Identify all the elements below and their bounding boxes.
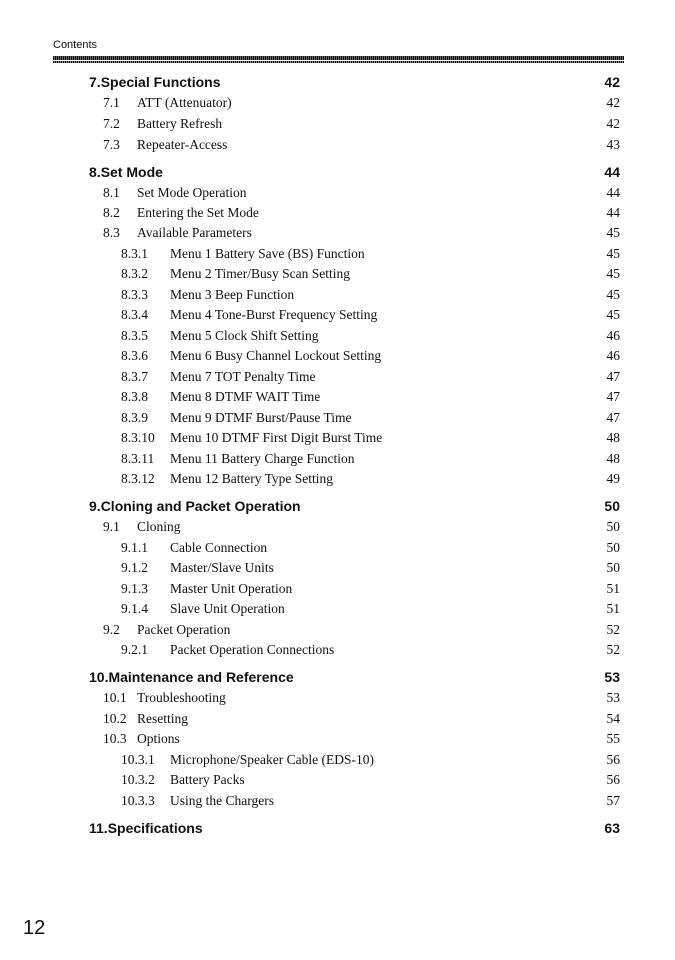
toc-page-number: 45 — [606, 225, 620, 240]
toc-item-number: 9.1 — [103, 519, 120, 534]
toc-section-title: Cloning and Packet Operation — [100, 498, 301, 514]
toc-subitem-title: Microphone/Speaker Cable (EDS-10) — [170, 752, 374, 767]
toc-subitem-title: Menu 1 Battery Save (BS) Function — [170, 246, 365, 261]
toc-subitem-number: 8.3.4 — [121, 307, 148, 322]
footer-page-number: 12 — [23, 917, 46, 939]
toc-page-number: 50 — [606, 540, 620, 555]
toc-item-9-2[interactable] — [103, 622, 620, 642]
toc-subitem-title: Battery Packs — [170, 772, 245, 787]
toc-subitem-number: 9.1.3 — [121, 581, 148, 596]
toc-page-number: 52 — [606, 622, 620, 637]
toc-item-title: Entering the Set Mode — [137, 205, 259, 220]
toc-subitem-number: 10.3.2 — [121, 772, 155, 787]
toc-page-number: 46 — [606, 348, 620, 363]
toc-section-9[interactable] — [89, 498, 620, 518]
toc-item-title: Resetting — [137, 711, 188, 726]
toc-subitem-10-3-1[interactable] — [121, 752, 620, 772]
header-rule-thick — [53, 56, 624, 60]
toc-page-number: 50 — [606, 560, 620, 575]
toc-page-number: 56 — [606, 772, 620, 787]
toc-subitem-title: Menu 8 DTMF WAIT Time — [170, 389, 321, 404]
toc-subitem-title: Master Unit Operation — [170, 581, 293, 596]
toc-item-number: 7.2 — [103, 116, 120, 131]
toc-item-number: 7.3 — [103, 137, 120, 152]
toc-item-10-1[interactable] — [103, 690, 620, 710]
toc-item-7-3[interactable] — [103, 137, 620, 157]
toc-item-title: ATT (Attenuator) — [137, 95, 232, 110]
toc-page-number: 50 — [604, 498, 620, 514]
toc-page-number: 48 — [606, 451, 620, 466]
toc-page-number: 44 — [606, 205, 620, 220]
toc-subitem-8-3-9[interactable] — [121, 410, 620, 430]
toc-subitem-title: Menu 7 TOT Penalty Time — [170, 369, 316, 384]
toc-page-number: 45 — [606, 246, 620, 261]
toc-page-number: 54 — [606, 711, 620, 726]
toc-subitem-8-3-2[interactable] — [121, 266, 620, 286]
toc-section-8[interactable] — [89, 164, 620, 184]
toc-page-number: 55 — [606, 731, 620, 746]
toc-section-number: 7. — [89, 74, 101, 90]
toc-subitem-title: Menu 6 Busy Channel Lockout Setting — [170, 348, 382, 363]
toc-item-10-2[interactable] — [103, 711, 620, 731]
toc-subitem-9-1-1[interactable] — [121, 540, 620, 560]
toc-page-number: 48 — [606, 430, 620, 445]
running-header: Contents — [53, 39, 98, 51]
toc-subitem-title: Menu 12 Battery Type Setting — [170, 471, 334, 486]
toc-subitem-title: Menu 2 Timer/Busy Scan Setting — [170, 266, 351, 281]
toc-page-number: 44 — [606, 185, 620, 200]
toc-page-number: 50 — [606, 519, 620, 534]
toc-item-title: Set Mode Operation — [137, 185, 247, 200]
toc-page-number: 53 — [604, 669, 620, 685]
toc-page-number: 45 — [606, 307, 620, 322]
toc-section-number: 10. — [89, 669, 109, 685]
toc-subitem-9-1-3[interactable] — [121, 581, 620, 601]
header-rule-thin — [53, 61, 624, 63]
toc-subitem-number: 8.3.7 — [121, 369, 148, 384]
toc-subitem-8-3-4[interactable] — [121, 307, 620, 327]
toc-subitem-number: 8.3.1 — [121, 246, 148, 261]
toc-page-number: 56 — [606, 752, 620, 767]
toc-page-number: 57 — [606, 793, 620, 808]
toc-page-number: 42 — [606, 116, 620, 131]
toc-subitem-number: 8.3.2 — [121, 266, 148, 281]
toc-item-8-3[interactable] — [103, 225, 620, 245]
toc-subitem-number: 8.3.8 — [121, 389, 148, 404]
toc-item-number: 9.2 — [103, 622, 120, 637]
toc-subitem-8-3-8[interactable] — [121, 389, 620, 409]
toc-subitem-number: 10.3.1 — [121, 752, 155, 767]
toc-item-number: 8.3 — [103, 225, 120, 240]
toc-section-title: Maintenance and Reference — [108, 669, 294, 685]
toc-subitem-number: 9.2.1 — [121, 642, 148, 657]
toc-subitem-10-3-3[interactable] — [121, 793, 620, 813]
toc-page-number: 42 — [606, 95, 620, 110]
toc-item-title: Cloning — [137, 519, 181, 534]
toc-item-7-1[interactable] — [103, 95, 620, 115]
toc-item-8-1[interactable] — [103, 185, 620, 205]
toc-item-number: 7.1 — [103, 95, 120, 110]
toc-item-number: 8.2 — [103, 205, 120, 220]
toc-subitem-title: Master/Slave Units — [170, 560, 274, 575]
toc-item-title: Options — [137, 731, 180, 746]
toc-page-number: 47 — [606, 389, 620, 404]
toc-page-number: 49 — [606, 471, 620, 486]
toc-subitem-8-3-11[interactable] — [121, 451, 620, 471]
toc-subitem-9-2-1[interactable] — [121, 642, 620, 662]
toc-page-number: 51 — [606, 601, 620, 616]
toc-subitem-number: 9.1.1 — [121, 540, 148, 555]
toc-item-9-1[interactable] — [103, 519, 620, 539]
toc-subitem-title: Menu 9 DTMF Burst/Pause Time — [170, 410, 352, 425]
toc-section-10[interactable] — [89, 669, 620, 689]
toc-page-number: 53 — [606, 690, 620, 705]
toc-item-10-3[interactable] — [103, 731, 620, 751]
toc-subitem-8-3-12[interactable] — [121, 471, 620, 491]
toc-subitem-number: 8.3.10 — [121, 430, 155, 445]
toc-section-number: 9. — [89, 498, 101, 514]
toc-item-title: Battery Refresh — [137, 116, 223, 131]
toc-subitem-title: Slave Unit Operation — [170, 601, 285, 616]
toc-subitem-8-3-10[interactable] — [121, 430, 620, 450]
toc-item-7-2[interactable] — [103, 116, 620, 136]
toc-subitem-8-3-3[interactable] — [121, 287, 620, 307]
toc-page-number: 47 — [606, 369, 620, 384]
toc-item-8-2[interactable] — [103, 205, 620, 225]
toc-subitem-number: 8.3.9 — [121, 410, 148, 425]
toc-section-number: 8. — [89, 164, 101, 180]
toc-subitem-number: 8.3.5 — [121, 328, 148, 343]
toc-subitem-8-3-6[interactable] — [121, 348, 620, 368]
toc-subitem-8-3-5[interactable] — [121, 328, 620, 348]
toc-subitem-number: 10.3.3 — [121, 793, 155, 808]
toc-page-number: 63 — [604, 820, 620, 836]
toc-item-title: Repeater-Access — [137, 137, 228, 152]
toc-subitem-number: 9.1.4 — [121, 601, 148, 616]
toc-page-number: 45 — [606, 266, 620, 281]
toc-page-number: 52 — [606, 642, 620, 657]
toc-section-title: Special Functions — [100, 74, 221, 90]
toc-subitem-title: Using the Chargers — [170, 793, 274, 808]
toc-section-title: Specifications — [107, 820, 203, 836]
toc-page-number: 45 — [606, 287, 620, 302]
toc-section-7[interactable] — [89, 74, 620, 94]
toc-subitem-9-1-4[interactable] — [121, 601, 620, 621]
toc-subitem-title: Menu 10 DTMF First Digit Burst Time — [170, 430, 383, 445]
toc-subitem-9-1-2[interactable] — [121, 560, 620, 580]
toc-section-title: Set Mode — [100, 164, 163, 180]
toc-item-number: 10.1 — [103, 690, 127, 705]
toc-subitem-title: Menu 11 Battery Charge Function — [170, 451, 355, 466]
toc-item-title: Available Parameters — [137, 225, 252, 240]
toc-subitem-title: Menu 4 Tone-Burst Frequency Setting — [170, 307, 378, 322]
toc-subitem-title: Menu 5 Clock Shift Setting — [170, 328, 319, 343]
toc-page-number: 47 — [606, 410, 620, 425]
toc-subitem-number: 8.3.12 — [121, 471, 155, 486]
toc-subitem-10-3-2[interactable] — [121, 772, 620, 792]
toc-subitem-title: Cable Connection — [170, 540, 268, 555]
toc-subitem-title: Menu 3 Beep Function — [170, 287, 295, 302]
toc-subitem-8-3-7[interactable] — [121, 369, 620, 389]
toc-section-number: 11. — [89, 820, 108, 836]
toc-item-number: 10.2 — [103, 711, 127, 726]
toc-item-title: Packet Operation — [137, 622, 231, 637]
toc-page-number: 51 — [606, 581, 620, 596]
toc-item-number: 8.1 — [103, 185, 120, 200]
toc-subitem-number: 8.3.6 — [121, 348, 148, 363]
toc-page-number: 44 — [604, 164, 620, 180]
toc-page-number: 42 — [604, 74, 620, 90]
toc-subitem-number: 8.3.3 — [121, 287, 148, 302]
toc-item-number: 10.3 — [103, 731, 127, 746]
toc-item-title: Troubleshooting — [137, 690, 226, 705]
toc-subitem-8-3-1[interactable] — [121, 246, 620, 266]
toc-page-number: 46 — [606, 328, 620, 343]
toc-subitem-number: 8.3.11 — [121, 451, 155, 466]
toc-section-11[interactable] — [89, 820, 620, 840]
toc-page-number: 43 — [606, 137, 620, 152]
toc-subitem-title: Packet Operation Connections — [170, 642, 335, 657]
toc-subitem-number: 9.1.2 — [121, 560, 148, 575]
